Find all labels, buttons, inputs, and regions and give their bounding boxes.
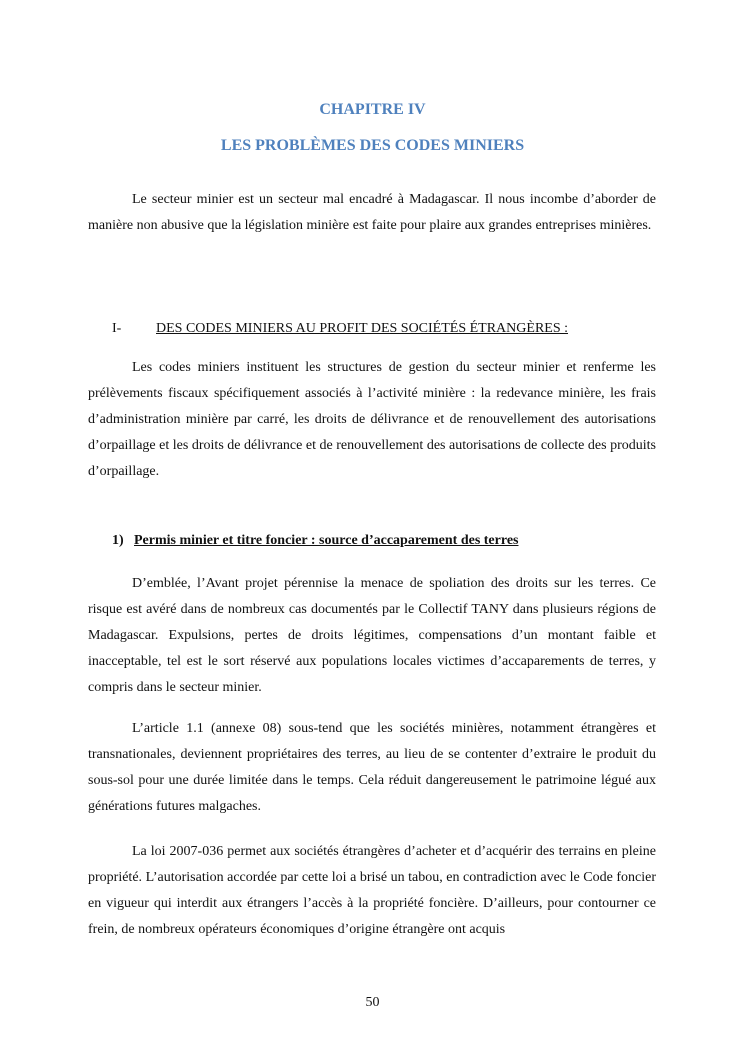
paragraph-codes-text: Les codes miniers instituent les structures de gestion du secteur minier et renferme les prélèvements fiscaux spécifiquement associés à l’activité minière : la redevance minière, les frais d’administration minière par carré, les droits de délivrance et de renouvellement des autorisations d’orpaillage et les droits de délivrance et de renouvellement des autorisations de collecte des produits d’orpaillage. (88, 360, 656, 479)
paragraph-loi (88, 839, 656, 943)
paragraph-emblee (88, 571, 656, 701)
paragraph-article (88, 716, 656, 820)
paragraph-loi-text: La loi 2007-036 permet aux sociétés étrangères d’acheter et d’acquérir des terrains en pleine propriété. L’autorisation accordée par cette loi a brisé un tabou, en contradiction avec le Code foncier en vigueur qui interdit aux étrangers l’accès à la propriété foncière. D’ailleurs, pour contourner ce frein, de nombreux opérateurs économiques d’origine étrangère ont acquis (88, 844, 656, 937)
page-number: 50 (365, 995, 380, 1010)
section-number: I- (112, 321, 122, 336)
subsection-heading (112, 532, 518, 550)
paragraph-article-text: L’article 1.1 (annexe 08) sous-tend que les sociétés minières, notamment étrangères et transnationales, deviennent propriétaires des terres, au lieu de se contenter d’extraire le produit du sous-sol pour une durée limitée dans le temps. Cela réduit dangereusement le patrimoine légué aux générations futures malgaches. (88, 721, 656, 814)
section-heading (112, 320, 568, 338)
paragraph-emblee-text: D’emblée, l’Avant projet pérennise la menace de spoliation des droits sur les terres. Ce risque est avéré dans de nombreux cas documentés par le Collectif TANY dans plusieurs régions de Madagascar. Expulsions, pertes de droits légitimes, compensations d’un montant faible et inacceptable, tel est le sort réservé aux populations locales victimes d’accaparements de terres, y compris dans le secteur minier. (88, 576, 656, 695)
paragraph-codes (88, 355, 656, 485)
section-title: DES CODES MINIERS AU PROFIT DES SOCIÉTÉS ÉTRANGÈRES : (156, 321, 569, 336)
chapter-title: LES PROBLÈMES DES CODES MINIERS (220, 137, 525, 154)
subsection-title: Permis minier et titre foncier : source d’accaparement des terres (134, 533, 519, 548)
paragraph-intro (88, 187, 656, 239)
chapter-number: CHAPITRE IV (319, 101, 426, 118)
subsection-number: 1) (112, 533, 124, 548)
paragraph-intro-text: Le secteur minier est un secteur mal encadré à Madagascar. Il nous incombe d’aborder de manière non abusive que la législation minière est faite pour plaire aux grandes entreprises minières. (88, 192, 656, 233)
